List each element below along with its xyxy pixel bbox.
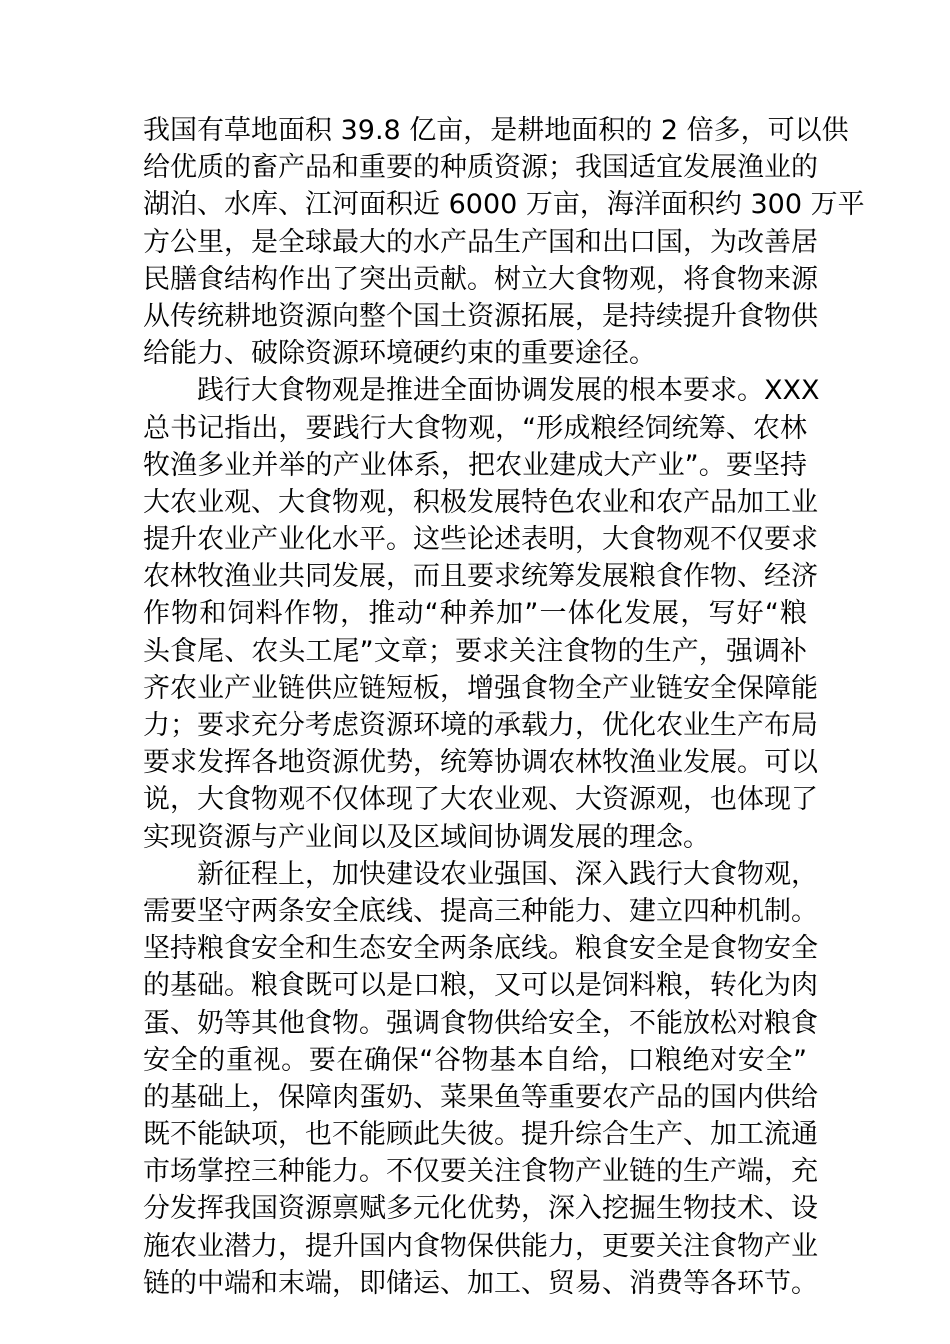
text-line: 力；要求充分考虑资源环境的承载力，优化农业生产布局 <box>143 710 818 741</box>
text-line: 施农业潜力，提升国内食物保供能力，更要关注食物产业 <box>143 1230 818 1262</box>
text-line: 需要坚守两条安全底线、提高三种能力、建立四种机制。 <box>143 895 818 927</box>
text-line: 说，大食物观不仅体现了大农业观、大资源观，也体现了 <box>143 784 818 816</box>
text-line: 提升农业产业化水平。这些论述表明，大食物观不仅要求 <box>143 524 818 556</box>
text-line: 的基础上，保障肉蛋奶、菜果鱼等重要农产品的国内供给 <box>143 1081 818 1113</box>
text-line: 大农业观、大食物观，积极发展特色农业和农产品加工业 <box>143 486 818 518</box>
text-line: 链的中端和末端，即储运、加工、贸易、消费等各环节。 <box>143 1267 818 1299</box>
text-line: 坚持粮食安全和生态安全两条底线。粮食安全是食物安全 <box>143 933 818 965</box>
text-line: 给能力、破除资源环境硬约束的重要途径。 <box>143 338 656 370</box>
text-line: 湖泊、水库、江河面积近 6000 万亩，海洋面积约 300 万平 <box>143 189 865 221</box>
paragraph-2 <box>143 372 820 855</box>
paragraph-1 <box>143 112 865 372</box>
text-line: 践行大食物观是推进全面协调发展的根本要求。XXX <box>197 375 820 407</box>
text-line: 齐农业产业链供应链短板，增强食物全产业链安全保障能 <box>143 672 818 704</box>
text-line: 安全的重视。要在确保“谷物基本自给，口粮绝对安全” <box>143 1044 807 1076</box>
text-line: 市场掌控三种能力。不仅要关注食物产业链的生产端，充 <box>143 1156 818 1188</box>
text-line: 要求发挥各地资源优势，统筹协调农林牧渔业发展。可以 <box>143 747 818 779</box>
text-line: 头食尾、农头工尾”文章；要求关注食物的生产，强调补 <box>143 635 807 667</box>
text-line: 分发挥我国资源禀赋多元化优势，深入挖掘生物技术、设 <box>143 1193 818 1225</box>
text-line: 的基础。粮食既可以是口粮，又可以是饲料粮，转化为肉 <box>143 970 818 1002</box>
paragraph-3 <box>143 856 818 1302</box>
text-line: 民膳食结构作出了突出贡献。树立大食物观，将食物来源 <box>143 263 818 295</box>
text-line: 农林牧渔业共同发展，而且要求统筹发展粮食作物、经济 <box>143 561 818 593</box>
text-line: 总书记指出，要践行大食物观，“形成粮经饲统筹、农林 <box>143 412 807 444</box>
text-line: 给优质的畜产品和重要的种质资源；我国适宜发展渔业的 <box>143 152 818 184</box>
text-line: 牧渔多业并举的产业体系，把农业建成大产业”。要坚持 <box>143 449 807 481</box>
text-line: 蛋、奶等其他食物。强调食物供给安全，不能放松对粮食 <box>143 1007 818 1039</box>
document-page <box>143 112 865 1302</box>
text-line: 实现资源与产业间以及区域间协调发展的理念。 <box>143 821 710 853</box>
text-line: 我国有草地面积 39.8 亿亩，是耕地面积的 2 倍多，可以供 <box>143 115 849 146</box>
text-line: 新征程上，加快建设农业强国、深入践行大食物观， <box>197 858 818 890</box>
text-line: 方公里，是全球最大的水产品生产国和出口国，为改善居 <box>143 226 818 258</box>
text-line: 既不能缺项，也不能顾此失彼。提升综合生产、加工流通 <box>143 1119 818 1151</box>
text-line: 从传统耕地资源向整个国土资源拓展，是持续提升食物供 <box>143 300 818 332</box>
text-line: 作物和饲料作物，推动“种养加”一体化发展，写好“粮 <box>143 598 807 630</box>
